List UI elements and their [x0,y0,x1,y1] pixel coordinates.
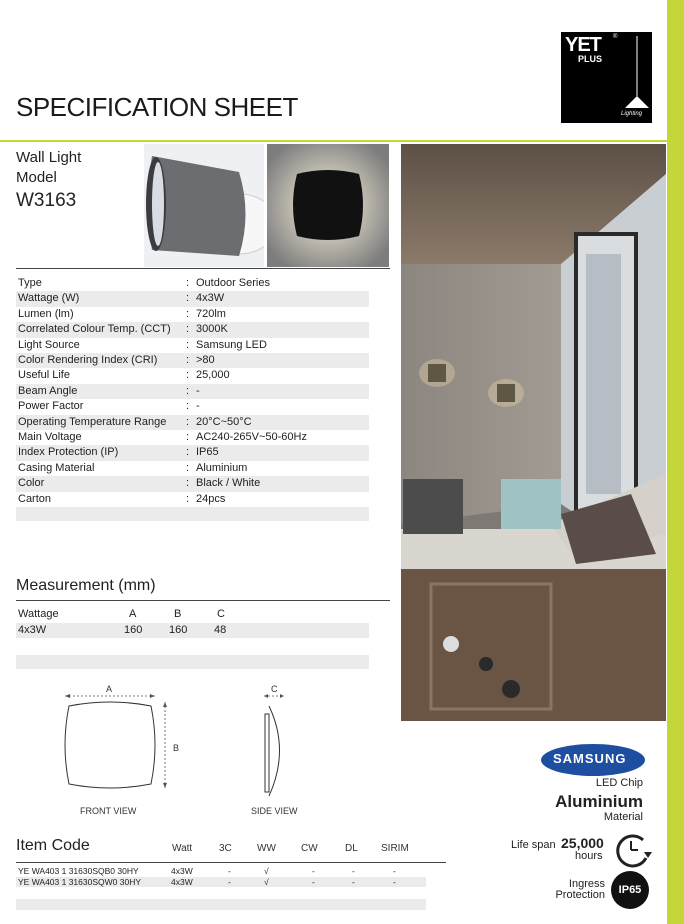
measurement-header: B [174,608,182,620]
spec-row [16,307,369,322]
product-photo-black-lit [267,144,389,267]
item-cell: 4x3W [171,877,193,887]
spec-value: AC240-265V~50-60Hz [196,431,307,443]
spec-label: Casing Material [18,461,95,474]
brand-logo [561,32,652,123]
life-span-unit: hours [575,850,603,862]
spec-value: 25,000 [196,369,230,382]
spec-value: 720lm [196,307,226,320]
spec-label: Lumen (lm) [18,307,74,320]
product-model: W3163 [16,190,77,211]
spec-label: Index Protection (IP) [18,446,119,459]
logo-brand: YET [565,34,601,56]
spec-colon: : [186,307,190,320]
front-view-label: FRONT VIEW [80,806,137,816]
item-code-divider [16,862,446,863]
spec-colon: : [186,292,190,305]
logo-tagline: Lighting [621,111,643,117]
spec-row [16,415,369,430]
spec-row [16,338,369,353]
spec-value: Aluminium [196,461,248,474]
item-cell: YE WA403 1 31630SQW0 30HY [18,877,142,887]
dim-label-a: A [106,684,113,694]
spec-colon: : [186,446,190,459]
spec-value: Outdoor Series [196,277,270,289]
spec-row [16,461,369,476]
spec-value: 3000K [196,323,228,336]
measurement-title: Measurement (mm) [16,577,156,594]
life-span-value: 25,000 [561,835,604,851]
spec-colon: : [186,400,190,413]
spec-label: Color Rendering Index (CRI) [18,354,158,366]
spec-row [16,353,369,368]
item-cell: √ [264,866,269,876]
item-row [16,877,426,887]
measurement-header: A [129,608,137,620]
item-cell: - [393,877,396,887]
spec-colon: : [186,369,190,382]
item-cell: - [312,866,315,876]
spec-row [16,291,369,306]
spec-colon: : [186,477,190,490]
spec-label: Light Source [18,338,80,351]
item-cell: - [312,877,315,887]
item-cell: - [393,866,396,876]
item-cell: - [352,877,355,887]
product-photo-grey-white [144,144,264,267]
measurement-header: C [217,608,225,620]
spec-value: - [196,384,200,397]
item-empty-row [16,899,426,910]
spec-label: Beam Angle [18,384,78,397]
lamp-icon [561,32,652,123]
measurement-cell: 160 [124,624,143,636]
measurement-cell: 160 [169,624,188,636]
samsung-wordmark: SAMSUNG [553,751,627,766]
spec-label: Power Factor [18,400,84,413]
spec-label: Main Voltage [18,431,82,443]
item-header: CW [301,843,318,854]
item-cell: - [352,866,355,876]
spec-empty-row [16,507,369,521]
logo-reg: ® [613,34,618,40]
spec-divider [16,268,390,269]
spec-value: IP65 [196,446,219,459]
spec-row [16,476,369,491]
ingress-line-1: Ingress [568,878,605,890]
item-header: WW [257,843,276,854]
spec-row [16,384,369,399]
item-cell: YE WA403 1 31630SQB0 30HY [18,866,139,876]
item-header: SIRIM [381,843,409,854]
item-header: 3C [219,843,232,854]
item-header: DL [345,843,358,854]
side-view-drawing [250,680,300,805]
spec-label: Correlated Colour Temp. (CCT) [18,323,171,336]
product-category: Wall Light [16,149,82,166]
item-cell: - [228,877,231,887]
spec-label: Color [18,477,45,490]
spec-value: Black / White [196,477,261,490]
spec-colon: : [186,384,190,397]
spec-row [16,368,369,383]
item-cell: - [228,866,231,876]
spec-value: 24pcs [196,492,226,505]
spec-colon: : [186,277,190,289]
item-cell: √ [264,877,269,887]
measurement-header-row [16,607,369,622]
spec-value: 4x3W [196,292,225,305]
spec-value: Samsung LED [196,338,267,351]
spec-label: Wattage (W) [18,292,80,305]
spec-colon: : [186,492,190,505]
spec-label: Operating Temperature Range [18,415,167,428]
spec-value: 20°C~50°C [196,415,252,428]
item-row [16,866,426,876]
spec-row [16,322,369,337]
side-view-label: SIDE VIEW [251,806,298,816]
accent-side-bar [667,0,684,924]
life-span-label: Life span [511,839,556,851]
spec-colon: : [186,354,190,366]
dim-label-c: C [271,684,278,694]
item-cell: 4x3W [171,866,193,876]
page-title: SPECIFICATION SHEET [16,92,298,122]
ip65-badge-text: IP65 [618,884,642,896]
room-scene-photo [401,144,666,721]
spec-colon: : [186,461,190,474]
spec-colon: : [186,431,190,443]
item-header: Watt [172,843,193,854]
spec-row [16,430,369,445]
product-model-label: Model [16,169,57,186]
led-chip-label: LED Chip [595,777,643,789]
measurement-cell: 4x3W [18,624,47,636]
spec-row [16,492,369,507]
material-label: Aluminium [555,792,643,811]
item-code-title: Item Code [16,837,90,854]
spec-value: - [196,400,200,413]
material-sub-label: Material [603,811,643,823]
measurement-cell: 48 [214,624,227,636]
measurement-divider [16,600,390,601]
spec-colon: : [186,338,190,351]
spec-colon: : [186,415,190,428]
spec-colon: : [186,323,190,336]
spec-value: >80 [196,354,215,366]
measurement-header: Wattage [18,608,59,620]
spec-row [16,276,369,291]
spec-label: Type [18,277,42,289]
ingress-label [555,879,605,901]
spec-row [16,399,369,414]
measurement-row [16,623,369,638]
spec-label: Useful Life [18,369,70,382]
spec-label: Carton [18,492,52,505]
spec-row [16,445,369,460]
clock-icon [611,830,653,870]
title-divider [0,140,667,142]
ingress-line-2: Protection [555,889,605,901]
dim-label-b: B [173,743,180,753]
logo-sub: PLUS [578,54,603,64]
measurement-empty-row [16,655,369,669]
